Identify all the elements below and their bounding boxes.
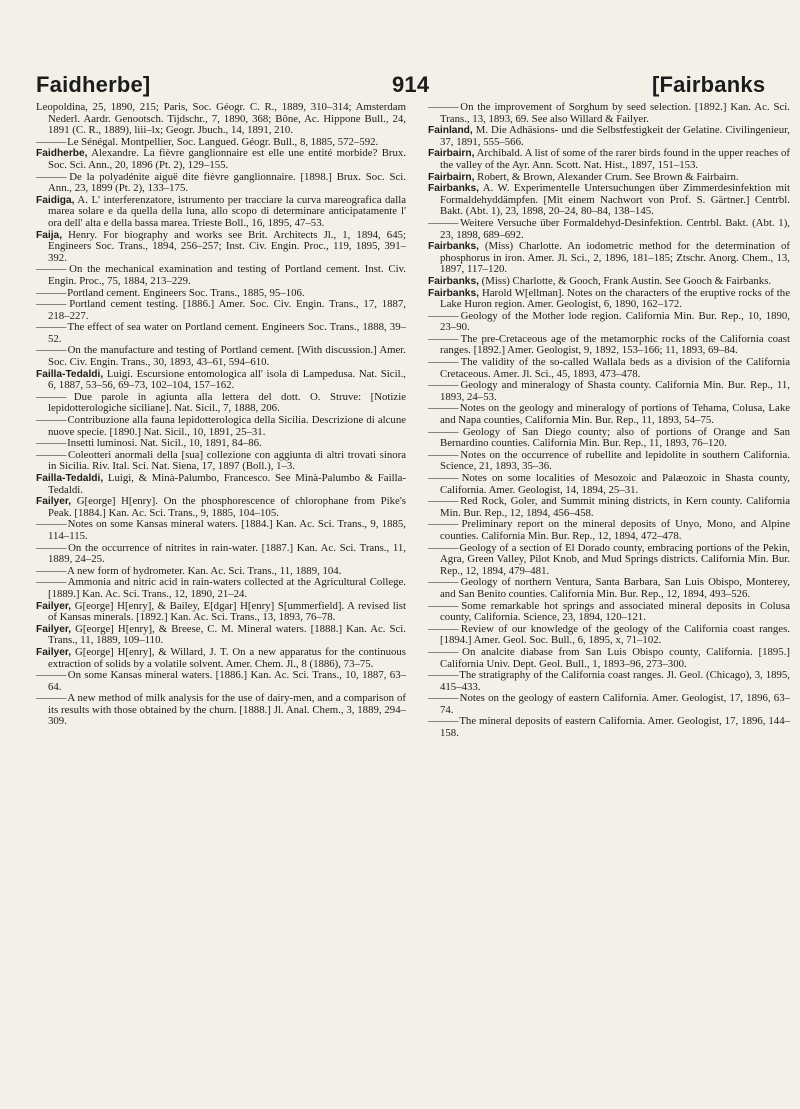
bibliography-entry [36,345,406,368]
entry-author: Fairbanks, [428,287,479,299]
entry-text: Due parole in agiunta alla lettera del dott. O. Struve: [Notizie lepidotterologiche siciliane]. Nat. Sicil., 7, 1888, 206. [48,390,407,415]
entry-author: Fairbairn, [428,171,475,183]
bibliography-entry [428,241,790,276]
bibliography-entry [428,716,790,739]
entry-text: (Miss) Charlotte, & Gooch, Frank Austin. See Gooch & Fairbanks. [478,274,772,287]
page-number: 914 [392,72,430,97]
entry-author: Fairbanks, [428,275,479,287]
entry-text: A. L' interferenzatore, istrumento per tracciare la curva mareografica dalla marea solare e da quella della luna, allo scopo di determinare anticipatamente l' ora dell' alta e della bassa marea. Trieste Boll., 16, 1895, 47–53. [48,193,406,229]
bibliography-entry [428,670,790,693]
entry-text: Contribuzione alla fauna lepidotterologica della Sicilia. Descrizione di alcune nuove specie. [1890.] Nat. Sicil., 10, 1891, 25–31. [48,414,407,438]
bibliography-entry [36,601,406,624]
entry-text: Review of our knowledge of the geology of the California coast ranges. [1894.] Amer. Geol. Soc. Bull., 6, 1895, x, 71–102. [440,622,791,647]
bibliography-entry [428,403,790,426]
bibliography-entry [36,473,406,496]
entry-text: Some remarkable hot springs and associated mineral deposits in Colusa county, California. Science, 23, 1894, 120–121. [440,599,790,624]
running-head-right: [Fairbanks [652,72,766,97]
entry-text: A new method of milk analysis for the use of dairy-men, and a comparison of its results with those obtained by the churn. [1888.] Jl. Anal. Chem., 3, 1889, 294–309. [48,692,406,728]
entry-text: Notes on the occurrence of rubellite and lepidolite in southern California. Science, 21, 1893, 35–36. [440,448,791,473]
entry-text: The mineral deposits of eastern California. Amer. Geologist, 17, 1896, 144–158. [440,715,790,740]
bibliography-entry [36,543,406,566]
entry-text: A. W. Experimentelle Untersuchungen über Zimmerdesinfektion mit Formaldehyddämpfen. [Mit einem Nachwort von Prof. S. Gärtner.] Centrbl. Bakt. (Abt. 1), 23, 1898, 20–24, 80–84, 138–145. [440,182,790,218]
entry-author: Failyer, [36,600,72,612]
bibliography-entry [428,357,790,380]
bibliography-entry [428,473,790,496]
bibliography-entry [36,322,406,345]
entry-text: Red Rock, Goler, and Summit mining districts, in Kern county. California Min. Bur. Rep., 12, 1894, 456–458. [440,495,790,519]
bibliography-entry [428,624,790,647]
entry-text: G[eorge] H[enry], & Bailey, E[dgar] H[enry] S[ummerfield]. A revised list of Kansas minerals. [1892.] Kan. Ac. Sci. Trans., 13, 1893, 76–78. [48,599,406,624]
entry-text: Notes on some localities of Mesozoic and Palæozoic in Shasta county, California. Amer. Geologist, 14, 1894, 25–31. [440,472,791,496]
entry-text: Weitere Versuche über Formaldehyd-Desinfektion. Centrbl. Bakt. (Abt. 1), 23, 1898, 689–692. [440,216,790,241]
bibliography-entry [428,543,790,578]
bibliography-entry [36,195,406,230]
entry-text: Ammonia and nitric acid in rain-waters collected at the Agricultural College. [1889.] Kan. Ac. Sci. Trans., 12, 1890, 21–24. [48,576,407,600]
entry-author: Failla-Tedaldi, [36,368,104,380]
entry-text: Alexandre. La fièvre ganglionnaire est elle une entité morbide? Brux. Soc. Sci. Ann., 20, 1896 (Pt. 2), 129–155. [48,147,406,171]
entry-text: Henry. For biography and works see Brit. Architects Jl., 1, 1894, 645; Engineers Soc. Trans., 1894, 256–257; Inst. Civ. Engin. Proc., 119, 1895, 391–392. [48,228,406,264]
bibliography-entry [36,148,406,171]
entry-text: Preliminary report on the mineral deposits of Unyo, Mono, and Alpine counties. California Min. Bur. Rep., 12, 1894, 472–478. [440,518,790,542]
entry-author: Fairbairn, [428,148,475,160]
entry-text: G[eorge] H[enry], & Breese, C. M. Mineral waters. [1888.] Kan. Ac. Sci. Trans., 11, 1889, 109–110. [48,622,406,647]
entry-text: Portland cement. Engineers Soc. Trans., 1885, 95–106. [67,286,305,299]
entry-text: Luigi, & Minà-Palumbo, Francesco. See Minà-Palumbo & Failla-Tedaldi. [48,472,406,496]
entry-text: On the improvement of Sorghum by seed selection. [1892.] Kan. Ac. Sci. Trans., 13, 1893, 69. See also Willard & Failyer. [440,101,790,125]
entry-text: The stratigraphy of the California coast ranges. Jl. Geol. (Chicago), 3, 1895, 415–433. [440,669,790,693]
bibliography-entry [428,519,790,542]
entry-author: Faija, [36,229,63,241]
running-head-left: Faidherbe] [36,72,151,97]
bibliography-entry [428,183,790,218]
bibliography-entry [36,670,406,693]
bibliography-entry [428,647,790,670]
entry-text: Harold W[ellman]. Notes on the characters of the eruptive rocks of the Lake Huron region. Amer. Geologist, 6, 1890, 162–172. [440,286,790,311]
bibliography-entry [36,450,406,473]
bibliography-entry [428,125,790,148]
entry-author: Faidherbe, [36,148,88,160]
bibliography-entry [36,369,406,392]
bibliography-entry [36,264,406,287]
bibliography-entry [36,519,406,542]
entry-text: On analcite diabase from San Luis Obispo county, California. [1895.] California Univ. Dept. Geol. Bull., 1, 1893–96, 273–300. [440,645,791,670]
bibliography-entry [36,392,406,415]
bibliography-entry [36,647,406,670]
entry-author: Failyer, [36,646,72,658]
entry-author: Failyer, [36,623,72,635]
entry-text: Portland cement testing. [1886.] Amer. Soc. Civ. Engin. Trans., 17, 1887, 218–227. [48,298,407,322]
bibliography-entry [428,577,790,600]
entry-text: M. Die Adhäsions- und die Selbstfestigkeit der Gelatine. Civilingenieur, 37, 1891, 555–566. [440,124,790,148]
entry-text: On the occurrence of nitrites in rain-water. [1887.] Kan. Ac. Sci. Trans., 11, 1889, 24–25. [48,541,407,566]
entry-author: Fainland, [428,125,473,137]
bibliography-entry [428,380,790,403]
bibliography-entry [428,496,790,519]
bibliography-entry [428,450,790,473]
entry-text: Geology of northern Ventura, Santa Barbara, San Luis Obispo, Monterey, and San Benito counties. California Min. Bur. Rep., 12, 1894, 493–526. [440,576,790,600]
bibliography-entry [428,148,790,171]
entry-author: Fairbanks, [428,241,479,253]
entry-text: Le Sénégal. Montpellier, Soc. Langued. Géogr. Bull., 8, 1885, 572–592. [67,135,379,148]
entry-text: The effect of sea water on Portland cement. Engineers Soc. Trans., 1888, 39–52. [48,321,406,345]
bibliography-entry [36,496,406,519]
entry-text: Geology and mineralogy of Shasta county. California Min. Bur. Rep., 11, 1893, 24–53. [440,379,791,403]
entry-text: Geology of San Diego county; also of portions of Orange and San Bernardino counties. California Min. Bur. Rep., 11, 1893, 76–120. [440,425,790,450]
entry-text: Notes on the geology of eastern California. Amer. Geologist, 17, 1896, 63–74. [440,692,791,716]
entry-text: Archibald. A list of some of the rarer birds found in the upper reaches of the valley of the Ayr. Ann. Scott. Nat. Hist., 1897, 151–153. [440,147,790,171]
entry-text: Luigi. Escursione entomologica all' isola di Lampedusa. Nat. Sicil., 6, 1887, 53–56, 69–73, 102–104, 157–162. [48,367,406,392]
entry-author: Faidiga, [36,194,75,206]
entry-author: Fairbanks, [428,183,479,195]
entry-text: Notes on some Kansas mineral waters. [1884.] Kan. Ac. Sci. Trans., 9, 1885, 114–115. [48,518,406,542]
entry-text: A new form of hydrometer. Kan. Ac. Sci. Trans., 11, 1889, 104. [67,564,342,577]
entry-text: Notes on the geology and mineralogy of portions of Tehama, Colusa, Lake and Napa counties, California Min. Bur. Rep., 11, 1893, 54–75. [440,402,791,427]
bibliography-entry [36,693,406,728]
entry-text: Insetti luminosi. Nat. Sicil., 10, 1891, 84–86. [67,437,262,450]
entry-text: On the mechanical examination and testing of Portland cement. Inst. Civ. Engin. Proc., 75, 1884, 213–229. [48,263,406,287]
page-header [0,0,800,110]
entry-text: Leopoldina, 25, 1890, 215; Paris, Soc. Géogr. C. R., 1889, 310–314; Amsterdam Nederl. Aardr. Genootsch. Tijdschr., 7, 1890, 368; Bône, Ac. Hippone Bull., 24, 1891 (C. R., 1889), liii–lx; Geogr. Jbuch., 14, 1891, 210. [36,101,406,137]
entry-text: Geology of the Mother lode region. California Min. Bur. Rep., 10, 1890, 23–90. [440,309,790,334]
entry-text: De la polyadénite aiguë dite fièvre ganglionnaire. [1898.] Brux. Soc. Sci. Ann., 23, 1899 (Pt. 2), 133–175. [48,170,406,195]
entry-text: The pre-Cretaceous age of the metamorphic rocks of the California coast ranges. [1892.] Amer. Geologist, 9, 1892, 153–166; 11, 1893, 69–84. [440,332,791,357]
bibliography-entry [36,577,406,600]
bibliography-entry [36,102,406,137]
bibliography-entry [36,299,406,322]
bibliography-entry [428,334,790,357]
bibliography-entry [428,601,790,624]
entry-text: Robert, & Brown, Alexander Crum. See Brown & Fairbairn. [474,170,739,183]
right-column [428,102,790,740]
entry-text: G[eorge] H[enry]. On the phosphorescence of chlorophane from Pike's Peak. [1884.] Kan. Ac. Sci. Trans., 9, 1885, 104–105. [48,495,406,519]
bibliography-entry [428,288,790,311]
bibliography-entry [36,624,406,647]
entry-text: The validity of the so-called Wallala beds as a division of the California Cretaceous. Amer. Jl. Sci., 45, 1893, 473–478. [440,356,790,380]
bibliography-entry [428,218,790,241]
bibliography-entry [36,172,406,195]
entry-text: Coleotteri anormali della [sua] collezione con aggiunta di altri trovati sinora in Sicilia. Riv. Ital. Sci. Nat. Siena, 17, 1897 (Boll.), 1–3. [48,448,406,473]
bibliography-entry [36,415,406,438]
left-column [36,102,406,728]
bibliography-entry [428,693,790,716]
entry-text: On the manufacture and testing of Portland cement. [With discussion.] Amer. Soc. Civ. Engin. Trans., 30, 1893, 43–61, 594–610. [48,344,406,369]
entry-author: Failyer, [36,496,72,508]
entry-text: G[eorge] H[enry], & Willard, J. T. On a new apparatus for the continuous extraction of solids by a volatile solvent. Amer. Chem. Jl., 8 (1886), 73–75. [48,645,406,670]
entry-author: Failla-Tedaldi, [36,473,104,484]
bibliography-entry [428,102,790,125]
bibliography-entry [428,427,790,450]
entry-text: Geology of a section of El Dorado county, embracing portions of the Pekin, Agra, Green Valley, Pilot Knob, and Mud Springs districts. California Min. Bur. Rep., 12, 1894, 479–481. [440,541,790,577]
bibliography-entry [36,230,406,265]
entry-text: (Miss) Charlotte. An iodometric method for the determination of phosphorus in iron. Amer. Jl. Sci., 2, 1896, 181–185; Ztschr. Anorg. Chem., 13, 1897, 117–120. [440,240,790,276]
bibliography-entry [428,311,790,334]
entry-text: On some Kansas mineral waters. [1886.] Kan. Ac. Sci. Trans., 10, 1887, 63–64. [48,669,406,693]
